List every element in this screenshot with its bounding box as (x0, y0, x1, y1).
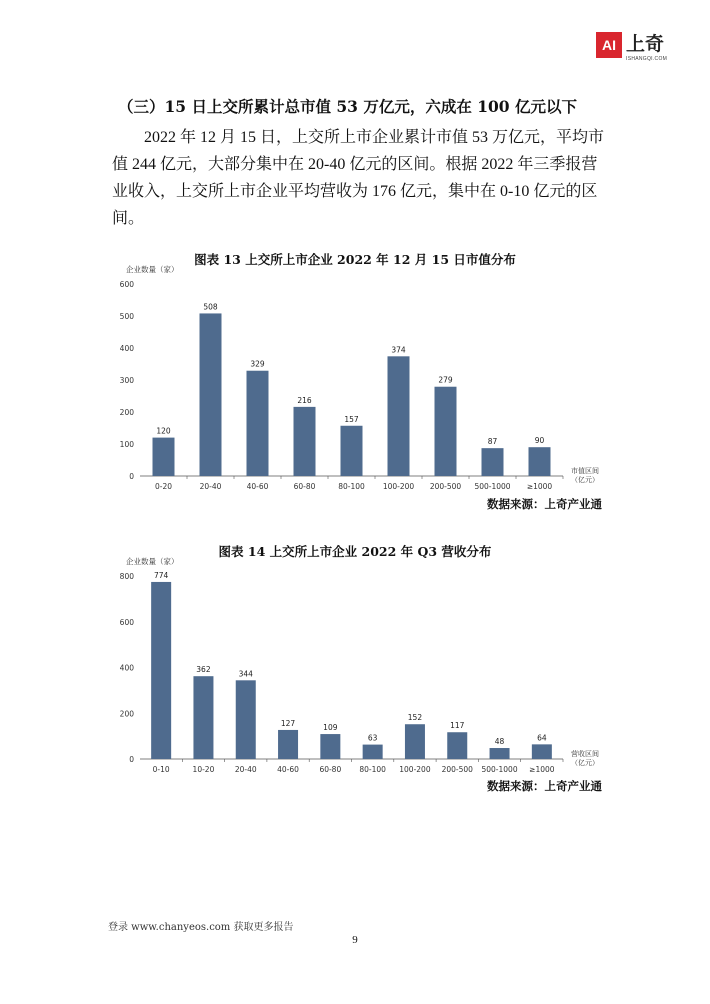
chart-13-market-cap (0, 265, 710, 493)
chart13-bar-0 (153, 438, 175, 476)
chart13-bar-label-5: 374 (391, 345, 406, 355)
chart14-x-tick-9: ≥1000 (529, 765, 555, 774)
chart-13-source: 数据来源：上奇产业通 (487, 497, 602, 511)
chart13-x-tick-4: 80-100 (338, 482, 365, 491)
chart13-x-tick-5: 100-200 (382, 482, 415, 491)
chart14-bar-label-8: 48 (494, 737, 505, 747)
chart14-x-axis-label: 营收区间 (571, 750, 599, 758)
chart13-x-axis-label: 市值区间 (571, 467, 599, 475)
chart14-x-tick-3: 40-60 (277, 765, 299, 774)
chart14-bar-8 (490, 748, 510, 759)
chart14-bar-1 (193, 676, 213, 759)
chart14-y-tick: 0 (129, 755, 134, 764)
chart14-y-tick: 200 (119, 709, 134, 719)
chart13-y-tick: 500 (119, 312, 134, 321)
brand-badge: AI (596, 32, 622, 58)
chart13-x-tick-1: 20-40 (199, 482, 222, 491)
chart14-bar-label-9: 64 (537, 733, 547, 743)
chart13-bar-label-7: 87 (487, 437, 498, 447)
chart14-bar-label-5: 63 (367, 733, 378, 743)
chart14-x-tick-7: 200-500 (441, 765, 473, 774)
section-heading: （三）15 日上交所累计总市值 53 万亿元，六成在 100 亿元以下 (118, 97, 577, 116)
chart14-bar-4 (320, 734, 340, 759)
chart13-y-tick: 0 (129, 472, 134, 481)
page-number: 9 (352, 934, 358, 946)
chart13-bar-3 (294, 407, 316, 476)
chart-14-source: 数据来源：上奇产业通 (487, 779, 602, 793)
chart14-y-axis-label: 企业数量（家） (126, 557, 179, 566)
chart14-y-tick: 400 (119, 663, 134, 673)
chart14-bar-3 (278, 730, 298, 759)
chart13-bar-8 (529, 447, 551, 476)
chart13-bar-label-1: 508 (203, 302, 218, 312)
chart13-y-tick: 300 (119, 376, 134, 385)
chart14-bar-label-1: 362 (196, 665, 211, 675)
chart14-bar-label-0: 774 (153, 570, 169, 580)
chart14-x-tick-8: 500-1000 (481, 765, 518, 774)
chart13-x-tick-7: 500-1000 (474, 482, 511, 491)
chart14-x-axis-label: （亿元） (571, 759, 599, 767)
chart13-x-tick-6: 200-500 (429, 482, 462, 491)
chart14-bar-6 (405, 724, 425, 759)
chart13-y-tick: 600 (119, 280, 134, 289)
chart13-bar-label-8: 90 (534, 436, 545, 446)
chart13-bar-6 (435, 387, 457, 476)
chart13-bar-label-2: 329 (250, 359, 265, 369)
chart14-x-tick-0: 0-10 (152, 765, 170, 774)
body-paragraph: 2022 年 12 月 15 日，上交所上市企业累计市值 53 万亿元，平均市值 244 亿元，大部分集中在 20-40 亿元的区间。根据 2022 年三季报营业收入，上交所上市企业平均营收为 176 亿元，集中在 0-10 亿元的区间。 (112, 129, 605, 227)
chart13-bar-7 (482, 448, 504, 476)
chart-14-title: 图表 14 上交所上市企业 2022 年 Q3 营收分布 (218, 544, 492, 559)
footer-note: 登录 www.chanyeos.com 获取更多报告 (108, 922, 294, 933)
chart14-x-tick-1: 10-20 (192, 765, 215, 774)
chart13-x-tick-3: 60-80 (293, 482, 316, 491)
chart-13-title: 图表 13 上交所上市企业 2022 年 12 月 15 日市值分布 (194, 252, 516, 267)
chart13-y-tick: 400 (119, 344, 134, 353)
chart14-x-tick-2: 20-40 (234, 765, 257, 774)
chart14-x-tick-6: 100-200 (399, 765, 431, 774)
chart13-bar-label-4: 157 (344, 414, 359, 424)
chart14-bar-7 (447, 732, 467, 759)
chart13-bar-5 (388, 356, 410, 476)
chart14-bar-9 (532, 744, 552, 759)
chart14-bar-label-7: 117 (450, 721, 465, 731)
chart14-x-tick-4: 60-80 (319, 765, 342, 774)
chart13-bar-1 (200, 313, 222, 476)
chart13-y-tick: 200 (119, 408, 134, 417)
chart14-bar-0 (151, 582, 171, 759)
chart14-bar-label-2: 344 (238, 669, 253, 679)
chart13-x-axis-label: （亿元） (571, 476, 599, 484)
chart13-bar-label-6: 279 (438, 375, 453, 385)
chart14-y-tick: 800 (119, 572, 134, 581)
chart14-bar-label-6: 152 (407, 713, 423, 723)
chart13-x-tick-0: 0-20 (154, 482, 173, 491)
chart13-bar-2 (247, 371, 269, 476)
chart13-bar-label-0: 120 (156, 426, 171, 436)
chart13-y-axis-label: 企业数量（家） (126, 265, 179, 274)
chart13-bar-4 (341, 426, 363, 476)
chart13-y-tick: 100 (119, 440, 134, 449)
chart14-bar-label-4: 109 (323, 723, 338, 733)
chart14-x-tick-5: 80-100 (359, 765, 386, 774)
chart14-y-tick: 600 (119, 617, 134, 627)
chart14-bar-5 (363, 745, 383, 759)
brand-name: 上奇 (626, 33, 665, 55)
chart13-bar-label-3: 216 (297, 395, 312, 405)
brand-logo (596, 32, 676, 66)
chart13-x-tick-8: ≥1000 (526, 482, 553, 491)
chart13-x-tick-2: 40-60 (246, 482, 269, 491)
chart-14-revenue (0, 557, 710, 775)
brand-url: ISHANGQI.COM (626, 56, 668, 62)
chart14-bar-2 (236, 680, 256, 759)
chart14-bar-label-3: 127 (280, 718, 296, 728)
